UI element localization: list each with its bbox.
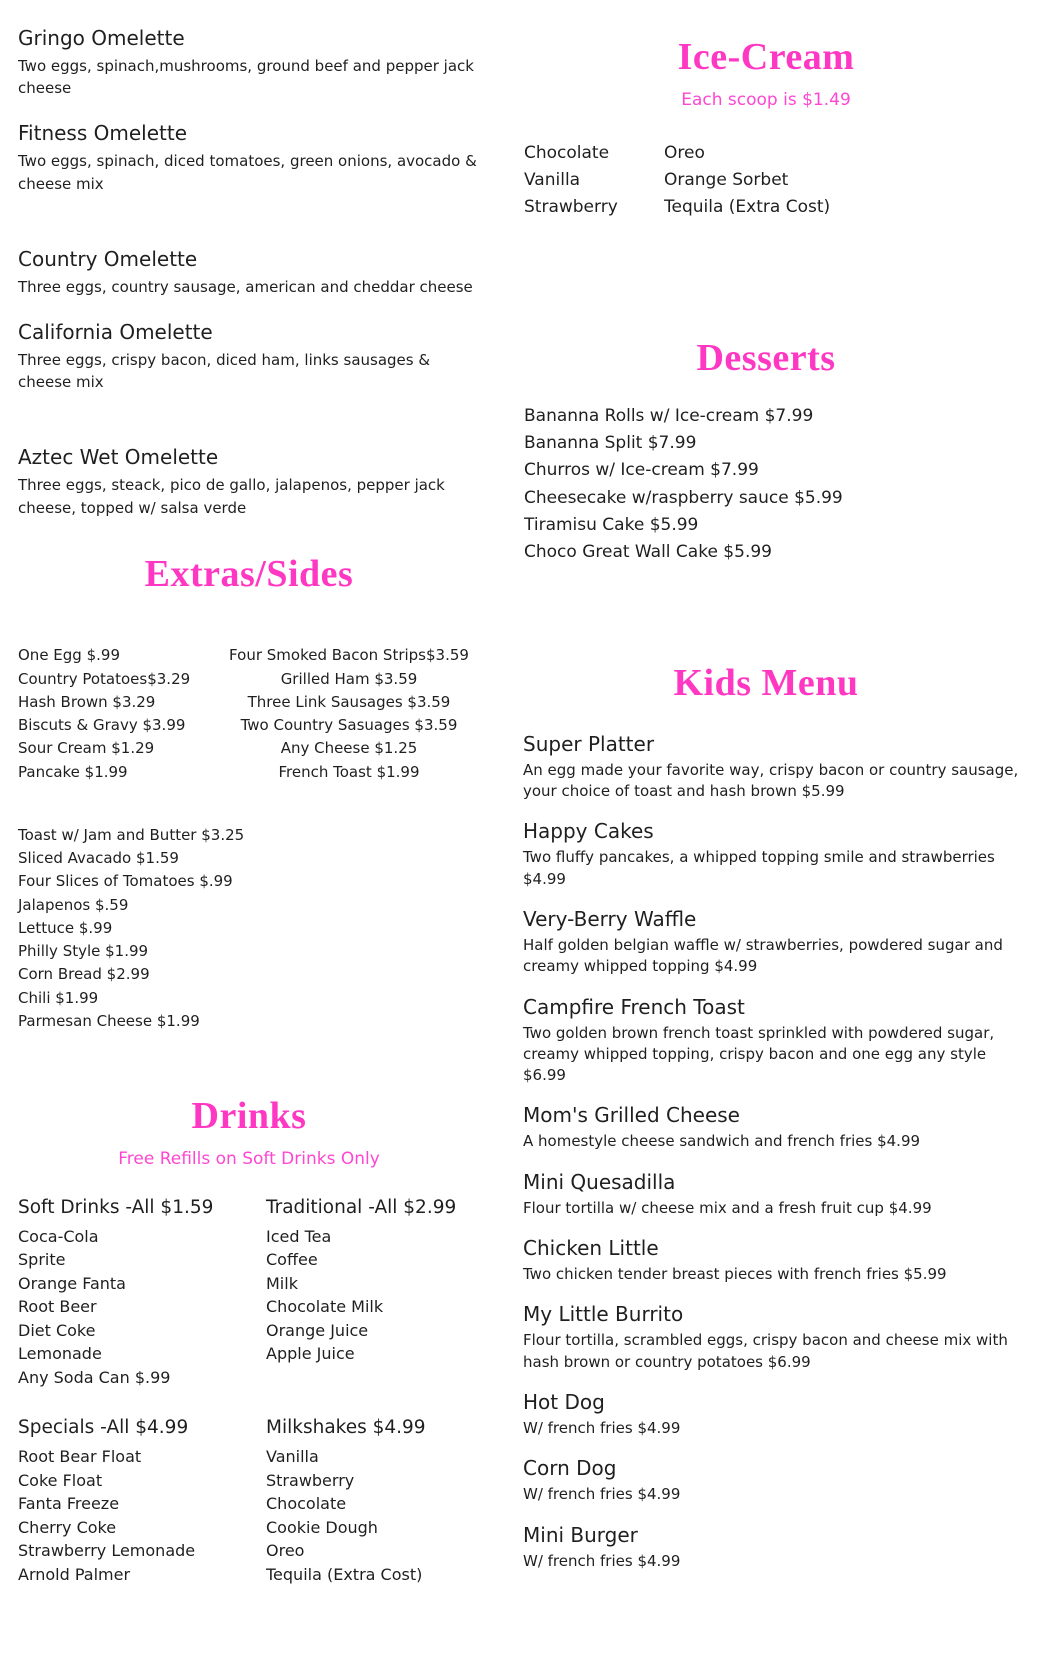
ice-cream-flavor-column-2 [664, 140, 830, 222]
menu-item [523, 907, 1020, 978]
menu-item-name: Chicken Little [523, 1236, 659, 1261]
menu-line: Coca-Cola [18, 1226, 99, 1246]
menu-item-desc: Two golden brown french toast sprinkled with powdered sugar, creamy whipped topping, crispy bacon and one egg any style $6.99 [523, 1023, 995, 1085]
menu-line: Tequila (Extra Cost) [266, 1565, 423, 1584]
menu-item [523, 1170, 1020, 1219]
menu-item-name: Super Platter [523, 731, 655, 756]
left-column [18, 26, 480, 1587]
menu-line: French Toast $1.99 [278, 762, 420, 781]
drinks-title: Drinks [191, 1095, 307, 1138]
drinks-group-header: Specials -All $4.99 [18, 1417, 189, 1439]
ice-cream-flavors [512, 140, 1020, 222]
drinks-group-items [18, 1225, 266, 1390]
menu-item [523, 732, 1020, 803]
menu-line: Chocolate [524, 142, 610, 163]
menu-line: Iced Tea [266, 1226, 332, 1246]
drinks-group-header: Soft Drinks -All $1.59 [18, 1196, 214, 1218]
menu-item [523, 1236, 1020, 1285]
menu-item-name: Happy Cakes [523, 819, 654, 844]
menu-line: Corn Bread $2.99 [18, 965, 150, 984]
menu-line: Root Beer [18, 1297, 97, 1317]
drinks-group-header: Traditional -All $2.99 [266, 1196, 457, 1218]
menu-line: Apple Juice [266, 1344, 355, 1364]
menu-item-desc: W/ french fries $4.99 [523, 1418, 681, 1437]
menu-item [523, 1456, 1020, 1505]
drinks-group-specials [18, 1417, 266, 1586]
menu-line: Sliced Avacado $1.59 [18, 849, 179, 868]
menu-line: Strawberry Lemonade [18, 1541, 196, 1561]
desserts-title: Desserts [696, 337, 836, 380]
menu-item [18, 320, 480, 393]
desserts-list [512, 403, 1020, 566]
menu-line: Choco Great Wall Cake $5.99 [524, 541, 772, 562]
menu-item-name: My Little Burrito [523, 1302, 684, 1327]
menu-line: Grilled Ham $3.59 [280, 669, 418, 688]
menu-item [523, 1302, 1020, 1373]
menu-line: Cheesecake w/raspberry sauce $5.99 [524, 487, 843, 508]
menu-item-desc: Flour tortilla, scrambled eggs, crispy bacon and cheese mix with hash brown or country potatoes $6.99 [523, 1331, 1008, 1371]
menu-item-name: Mini Burger [523, 1522, 638, 1547]
menu-line: Orange Sorbet [664, 169, 789, 190]
menu-line: Sprite [18, 1250, 66, 1270]
menu-line: Country Potatoes$3.29 [18, 669, 191, 688]
menu-item-desc: An egg made your favorite way, crispy bacon or country sausage, your choice of toast and hash brown $5.99 [523, 760, 1019, 801]
right-column [512, 22, 1020, 1589]
menu-line: Orange Juice [266, 1320, 369, 1340]
menu-line: Jalapenos $.59 [18, 895, 129, 914]
menu-item-name: Gringo Omelette [18, 26, 185, 50]
menu-line: Diet Coke [18, 1320, 96, 1340]
menu-item-name: California Omelette [18, 319, 213, 344]
menu-item [523, 1103, 1020, 1152]
menu-line: Root Bear Float [18, 1447, 142, 1467]
menu-line: Three Link Sausages $3.59 [247, 692, 451, 711]
menu-item-desc: A homestyle cheese sandwich and french fries $4.99 [523, 1132, 921, 1151]
menu-line: Cookie Dough [266, 1517, 378, 1537]
drinks-group-header: Milkshakes $4.99 [266, 1417, 426, 1439]
menu-item-desc: Flour tortilla w/ cheese mix and a fresh fruit cup $4.99 [523, 1198, 932, 1217]
menu-line: Churros w/ Ice-cream $7.99 [524, 460, 759, 481]
kids-menu-list [512, 732, 1020, 1572]
drinks-group-soft-drinks [18, 1197, 266, 1390]
menu-item [18, 26, 480, 99]
menu-line: Oreo [266, 1541, 305, 1561]
menu-item-name: Campfire French Toast [523, 994, 745, 1019]
menu-item-name: Very-Berry Waffle [523, 906, 697, 931]
menu-item-desc: Three eggs, crispy bacon, diced ham, links sausages & cheese mix [18, 350, 431, 392]
menu-item-name: Corn Dog [523, 1456, 617, 1481]
menu-line: Bananna Split $7.99 [524, 433, 697, 454]
menu-line: Coffee [266, 1250, 318, 1270]
menu-line: Vanilla [266, 1447, 319, 1467]
menu-line: Oreo [664, 142, 705, 163]
menu-line: Strawberry [524, 197, 618, 218]
menu-item [18, 247, 480, 298]
menu-line: Tequila (Extra Cost) [664, 197, 831, 218]
menu-line: Hash Brown $3.29 [18, 692, 156, 711]
menu-line: Four Slices of Tomatoes $.99 [18, 872, 233, 891]
menu-line: Bananna Rolls w/ Ice-cream $7.99 [524, 405, 814, 426]
menu-item-name: Hot Dog [523, 1389, 605, 1414]
menu-line: Lemonade [18, 1344, 102, 1364]
drinks-subtitle: Free Refills on Soft Drinks Only [118, 1148, 380, 1169]
drinks-group-items [266, 1445, 480, 1586]
menu-item-desc: Two chicken tender breast pieces with french fries $5.99 [523, 1265, 947, 1284]
ice-cream-flavor-column-1 [524, 140, 664, 222]
extras-sides-grid [18, 644, 480, 784]
menu-item-desc: Three eggs, steack, pico de gallo, jalapenos, pepper jack cheese, topped w/ salsa verde [18, 476, 445, 517]
extras-single-list [18, 824, 480, 1033]
menu-line: Chocolate Milk [266, 1297, 384, 1317]
menu-item-name: Fitness Omelette [18, 121, 188, 146]
menu-line: Tiramisu Cake $5.99 [524, 514, 699, 535]
menu-line: Any Soda Can $.99 [18, 1367, 171, 1387]
omelettes-section [18, 26, 480, 519]
drinks-group-traditional [266, 1197, 480, 1390]
extras-column-1 [18, 644, 218, 784]
menu-item-desc: Two eggs, spinach, diced tomatoes, green onions, avocado & cheese mix [18, 152, 477, 193]
extras-column-2 [218, 644, 480, 784]
menu-item-desc: W/ french fries $4.99 [523, 1485, 681, 1504]
menu-line: Sour Cream $1.29 [18, 739, 155, 758]
menu-item-desc: Three eggs, country sausage, american and cheddar cheese [18, 277, 473, 296]
menu-line: Vanilla [524, 169, 581, 190]
menu-item [523, 819, 1020, 890]
menu-item-name: Aztec Wet Omelette [18, 445, 219, 470]
menu-item-desc: Two fluffy pancakes, a whipped topping smile and strawberries $4.99 [523, 848, 995, 888]
menu-line: Toast w/ Jam and Butter $3.25 [18, 825, 245, 844]
menu-item-desc: Half golden belgian waffle w/ strawberries, powdered sugar and creamy whipped topping $4.99 [523, 935, 1003, 976]
kids-menu-title: Kids Menu [673, 662, 859, 705]
menu-item [523, 1523, 1020, 1572]
menu-line: Coke Float [18, 1470, 103, 1490]
menu-item-name: Mom's Grilled Cheese [523, 1103, 740, 1128]
menu-line: Two Country Sasuages $3.59 [240, 716, 458, 735]
menu-item [523, 995, 1020, 1087]
menu-line: Lettuce $.99 [18, 918, 113, 937]
menu-item-desc: Two eggs, spinach,mushrooms, ground beef and pepper jack cheese [18, 57, 474, 98]
menu-item [523, 1390, 1020, 1439]
menu-line: Fanta Freeze [18, 1494, 120, 1514]
menu-line: One Egg $.99 [18, 646, 120, 665]
menu-line: Chocolate [266, 1494, 347, 1514]
menu-line: Cherry Coke [18, 1517, 117, 1537]
menu-item-name: Country Omelette [18, 246, 198, 271]
menu-item [18, 121, 480, 194]
menu-line: Chili $1.99 [18, 988, 99, 1007]
menu-line: Any Cheese $1.25 [280, 739, 418, 758]
ice-cream-title: Ice-Cream [677, 36, 855, 78]
menu-item-desc: W/ french fries $4.99 [523, 1551, 681, 1570]
menu-item [18, 445, 480, 518]
drinks-group-items [266, 1225, 480, 1366]
menu-line: Philly Style $1.99 [18, 942, 149, 961]
menu-line: Pancake $1.99 [18, 762, 128, 781]
menu-item-name: Mini Quesadilla [523, 1169, 676, 1194]
menu-line: Arnold Palmer [18, 1565, 131, 1584]
menu-line: Orange Fanta [18, 1273, 126, 1293]
menu-line: Four Smoked Bacon Strips$3.59 [229, 646, 469, 665]
menu-line: Milk [266, 1273, 298, 1293]
menu-line: Strawberry [266, 1470, 355, 1490]
drinks-grid [18, 1197, 480, 1587]
drinks-group-milkshakes [266, 1417, 480, 1586]
menu-line: Biscuts & Gravy $3.99 [18, 716, 186, 735]
extras-sides-title: Extras/Sides [144, 552, 354, 595]
ice-cream-subtitle: Each scoop is $1.49 [681, 89, 851, 110]
menu-line: Parmesan Cheese $1.99 [18, 1011, 200, 1030]
drinks-group-items [18, 1445, 266, 1586]
